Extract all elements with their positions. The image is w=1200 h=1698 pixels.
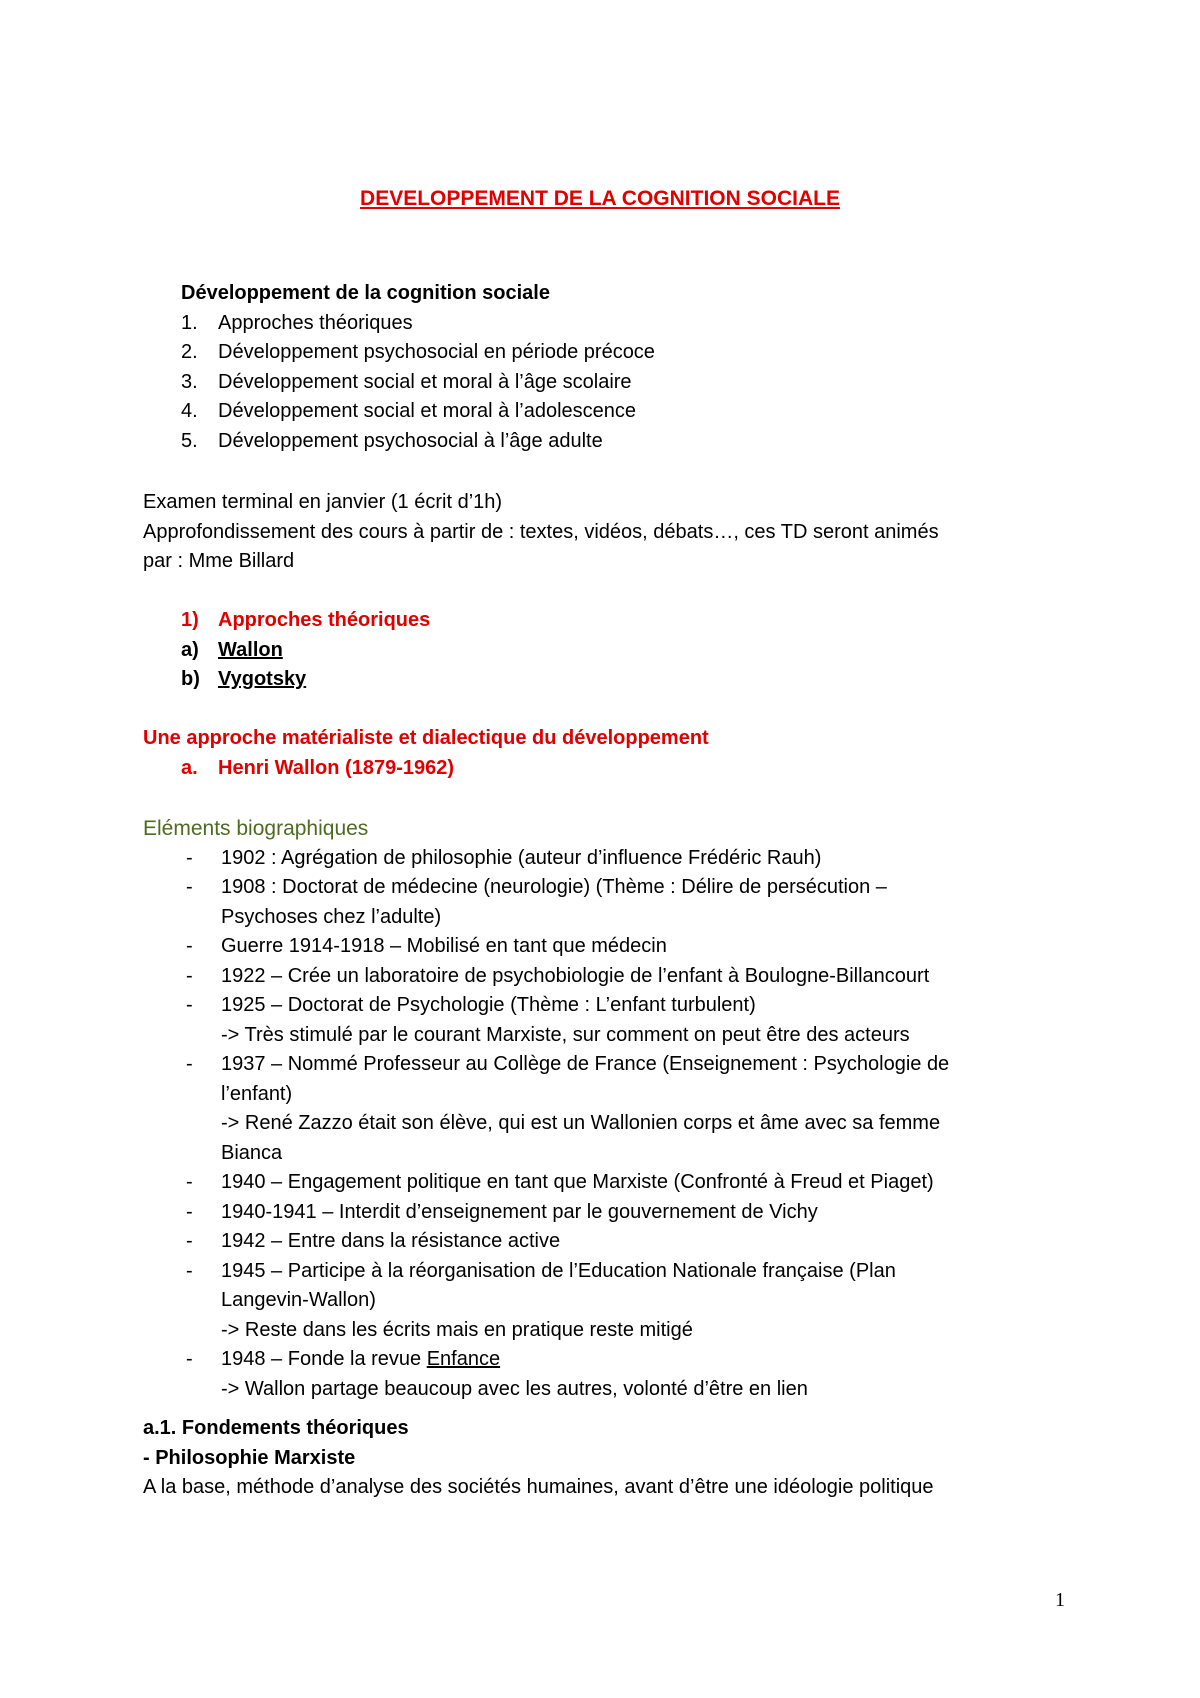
list-text: Approches théoriques	[218, 311, 413, 334]
bio-line: 1940-1941 – Interdit d’enseignement par le gouvernement de Vichy	[221, 1200, 818, 1223]
bullet-dash: -	[186, 1053, 193, 1075]
bio-line: -> René Zazzo était son élève, qui est un Wallonien corps et âme avec sa femme	[221, 1112, 941, 1134]
sub-title: Henri Wallon (1879-1962)	[218, 756, 455, 779]
journal-name: Enfance	[426, 1348, 501, 1370]
list-number: 1.	[181, 311, 198, 334]
foundations-heading: a.1. Fondements théoriques	[143, 1417, 409, 1439]
bio-item	[143, 962, 1023, 992]
foundations-section	[143, 1414, 1023, 1503]
bio-item	[143, 844, 1023, 874]
bullet-dash: -	[186, 1171, 193, 1193]
list-number: 2.	[181, 341, 198, 363]
bio-line: 1925 – Doctorat de Psychologie (Thème : L’enfant turbulent)	[221, 994, 756, 1016]
section-number: 1)	[181, 609, 199, 631]
section-approaches	[143, 606, 1023, 695]
bio-line: -> Très stimulé par le courant Marxiste, sur comment on peut être des acteurs	[221, 1023, 910, 1046]
bullet-dash: -	[186, 1230, 193, 1252]
list-text: Développement social et moral à l’âge scolaire	[218, 370, 632, 393]
bio-line: Psychoses chez l’adulte)	[221, 905, 442, 928]
biography-section	[143, 814, 1023, 1404]
bullet-dash: -	[186, 1259, 193, 1282]
exam-line: par : Mme Billard	[143, 550, 295, 572]
bio-line: 1937 – Nommé Professeur au Collège de France (Enseignement : Psychologie de	[221, 1053, 950, 1075]
bio-heading: Eléments biographiques	[143, 817, 369, 840]
section-heading	[143, 606, 1023, 636]
list-item	[143, 309, 1023, 339]
list-text: Développement social et moral à l’adolescence	[218, 400, 637, 422]
list-item	[143, 427, 1023, 457]
bio-line	[221, 1345, 808, 1375]
list-item	[143, 338, 1023, 368]
exam-info	[143, 488, 1023, 577]
bio-line-prefix: 1948 – Fonde la revue	[221, 1348, 427, 1370]
list-number: 5.	[181, 429, 198, 452]
outline-heading: Développement de la cognition sociale	[181, 282, 550, 304]
list-number: 3.	[181, 370, 198, 393]
bullet-dash: -	[186, 876, 193, 898]
bio-line: Guerre 1914-1918 – Mobilisé en tant que médecin	[221, 935, 667, 957]
bullet-dash: -	[186, 846, 193, 869]
bullet-dash: -	[186, 1200, 193, 1223]
bio-item	[143, 1168, 1023, 1198]
bio-line: -> Reste dans les écrits mais en pratique reste mitigé	[221, 1318, 693, 1341]
bullet-dash: -	[186, 994, 193, 1016]
bio-line: 1902 : Agrégation de philosophie (auteur d’influence Frédéric Rauh)	[221, 846, 822, 869]
bio-item	[143, 1345, 1023, 1404]
foundations-text: A la base, méthode d’analyse des sociétés humaines, avant d’être une idéologie politique	[143, 1476, 934, 1498]
bio-item	[143, 1257, 1023, 1346]
bullet-dash: -	[186, 964, 193, 987]
approach-subheading	[143, 754, 1023, 784]
bio-item	[143, 1227, 1023, 1257]
bio-line: 1945 – Participe à la réorganisation de l’Education Nationale française (Plan	[221, 1259, 896, 1282]
bio-item	[143, 1198, 1023, 1228]
bullet-dash: -	[186, 935, 193, 957]
bio-item	[143, 991, 1023, 1050]
sub-number: a.	[181, 756, 198, 779]
bio-line: Bianca	[221, 1141, 283, 1164]
section-title: Approches théoriques	[218, 609, 431, 631]
bio-line: l’enfant)	[221, 1082, 293, 1105]
bio-line: 1922 – Crée un laboratoire de psychobiologie de l’enfant à Boulogne-Billancourt	[221, 964, 930, 987]
outline	[143, 279, 1023, 456]
sub-number: a)	[181, 638, 199, 661]
list-number: 4.	[181, 400, 198, 422]
bio-line: Langevin-Wallon)	[221, 1289, 376, 1311]
list-item	[143, 368, 1023, 398]
list-text: Développement psychosocial à l’âge adulte	[218, 429, 603, 452]
approach-heading: Une approche matérialiste et dialectique du développement	[143, 727, 709, 749]
list-item	[143, 397, 1023, 427]
foundations-subheading: - Philosophie Marxiste	[143, 1446, 356, 1469]
page-number: 1	[1055, 1589, 1065, 1611]
sub-title: Vygotsky	[218, 668, 307, 690]
exam-line: Approfondissement des cours à partir de : textes, vidéos, débats…, ces TD seront animés	[143, 520, 939, 543]
bio-line: -> Wallon partage beaucoup avec les autres, volonté d’être en lien	[221, 1377, 808, 1400]
bio-item	[143, 1050, 1023, 1168]
list-text: Développement psychosocial en période précoce	[218, 341, 655, 363]
sub-item	[143, 636, 1023, 666]
sub-number: b)	[181, 668, 200, 690]
bullet-dash: -	[186, 1348, 193, 1370]
exam-line: Examen terminal en janvier (1 écrit d’1h)	[143, 491, 503, 513]
bio-item	[143, 873, 1023, 932]
sub-title: Wallon	[218, 638, 283, 661]
bio-line: 1908 : Doctorat de médecine (neurologie) (Thème : Délire de persécution –	[221, 876, 887, 898]
sub-item	[143, 665, 1023, 695]
bio-line: 1942 – Entre dans la résistance active	[221, 1230, 561, 1252]
bio-item	[143, 932, 1023, 962]
page-title: DEVELOPPEMENT DE LA COGNITION SOCIALE	[360, 187, 840, 210]
bio-line: 1940 – Engagement politique en tant que Marxiste (Confronté à Freud et Piaget)	[221, 1171, 934, 1193]
approach-section	[143, 724, 1023, 783]
